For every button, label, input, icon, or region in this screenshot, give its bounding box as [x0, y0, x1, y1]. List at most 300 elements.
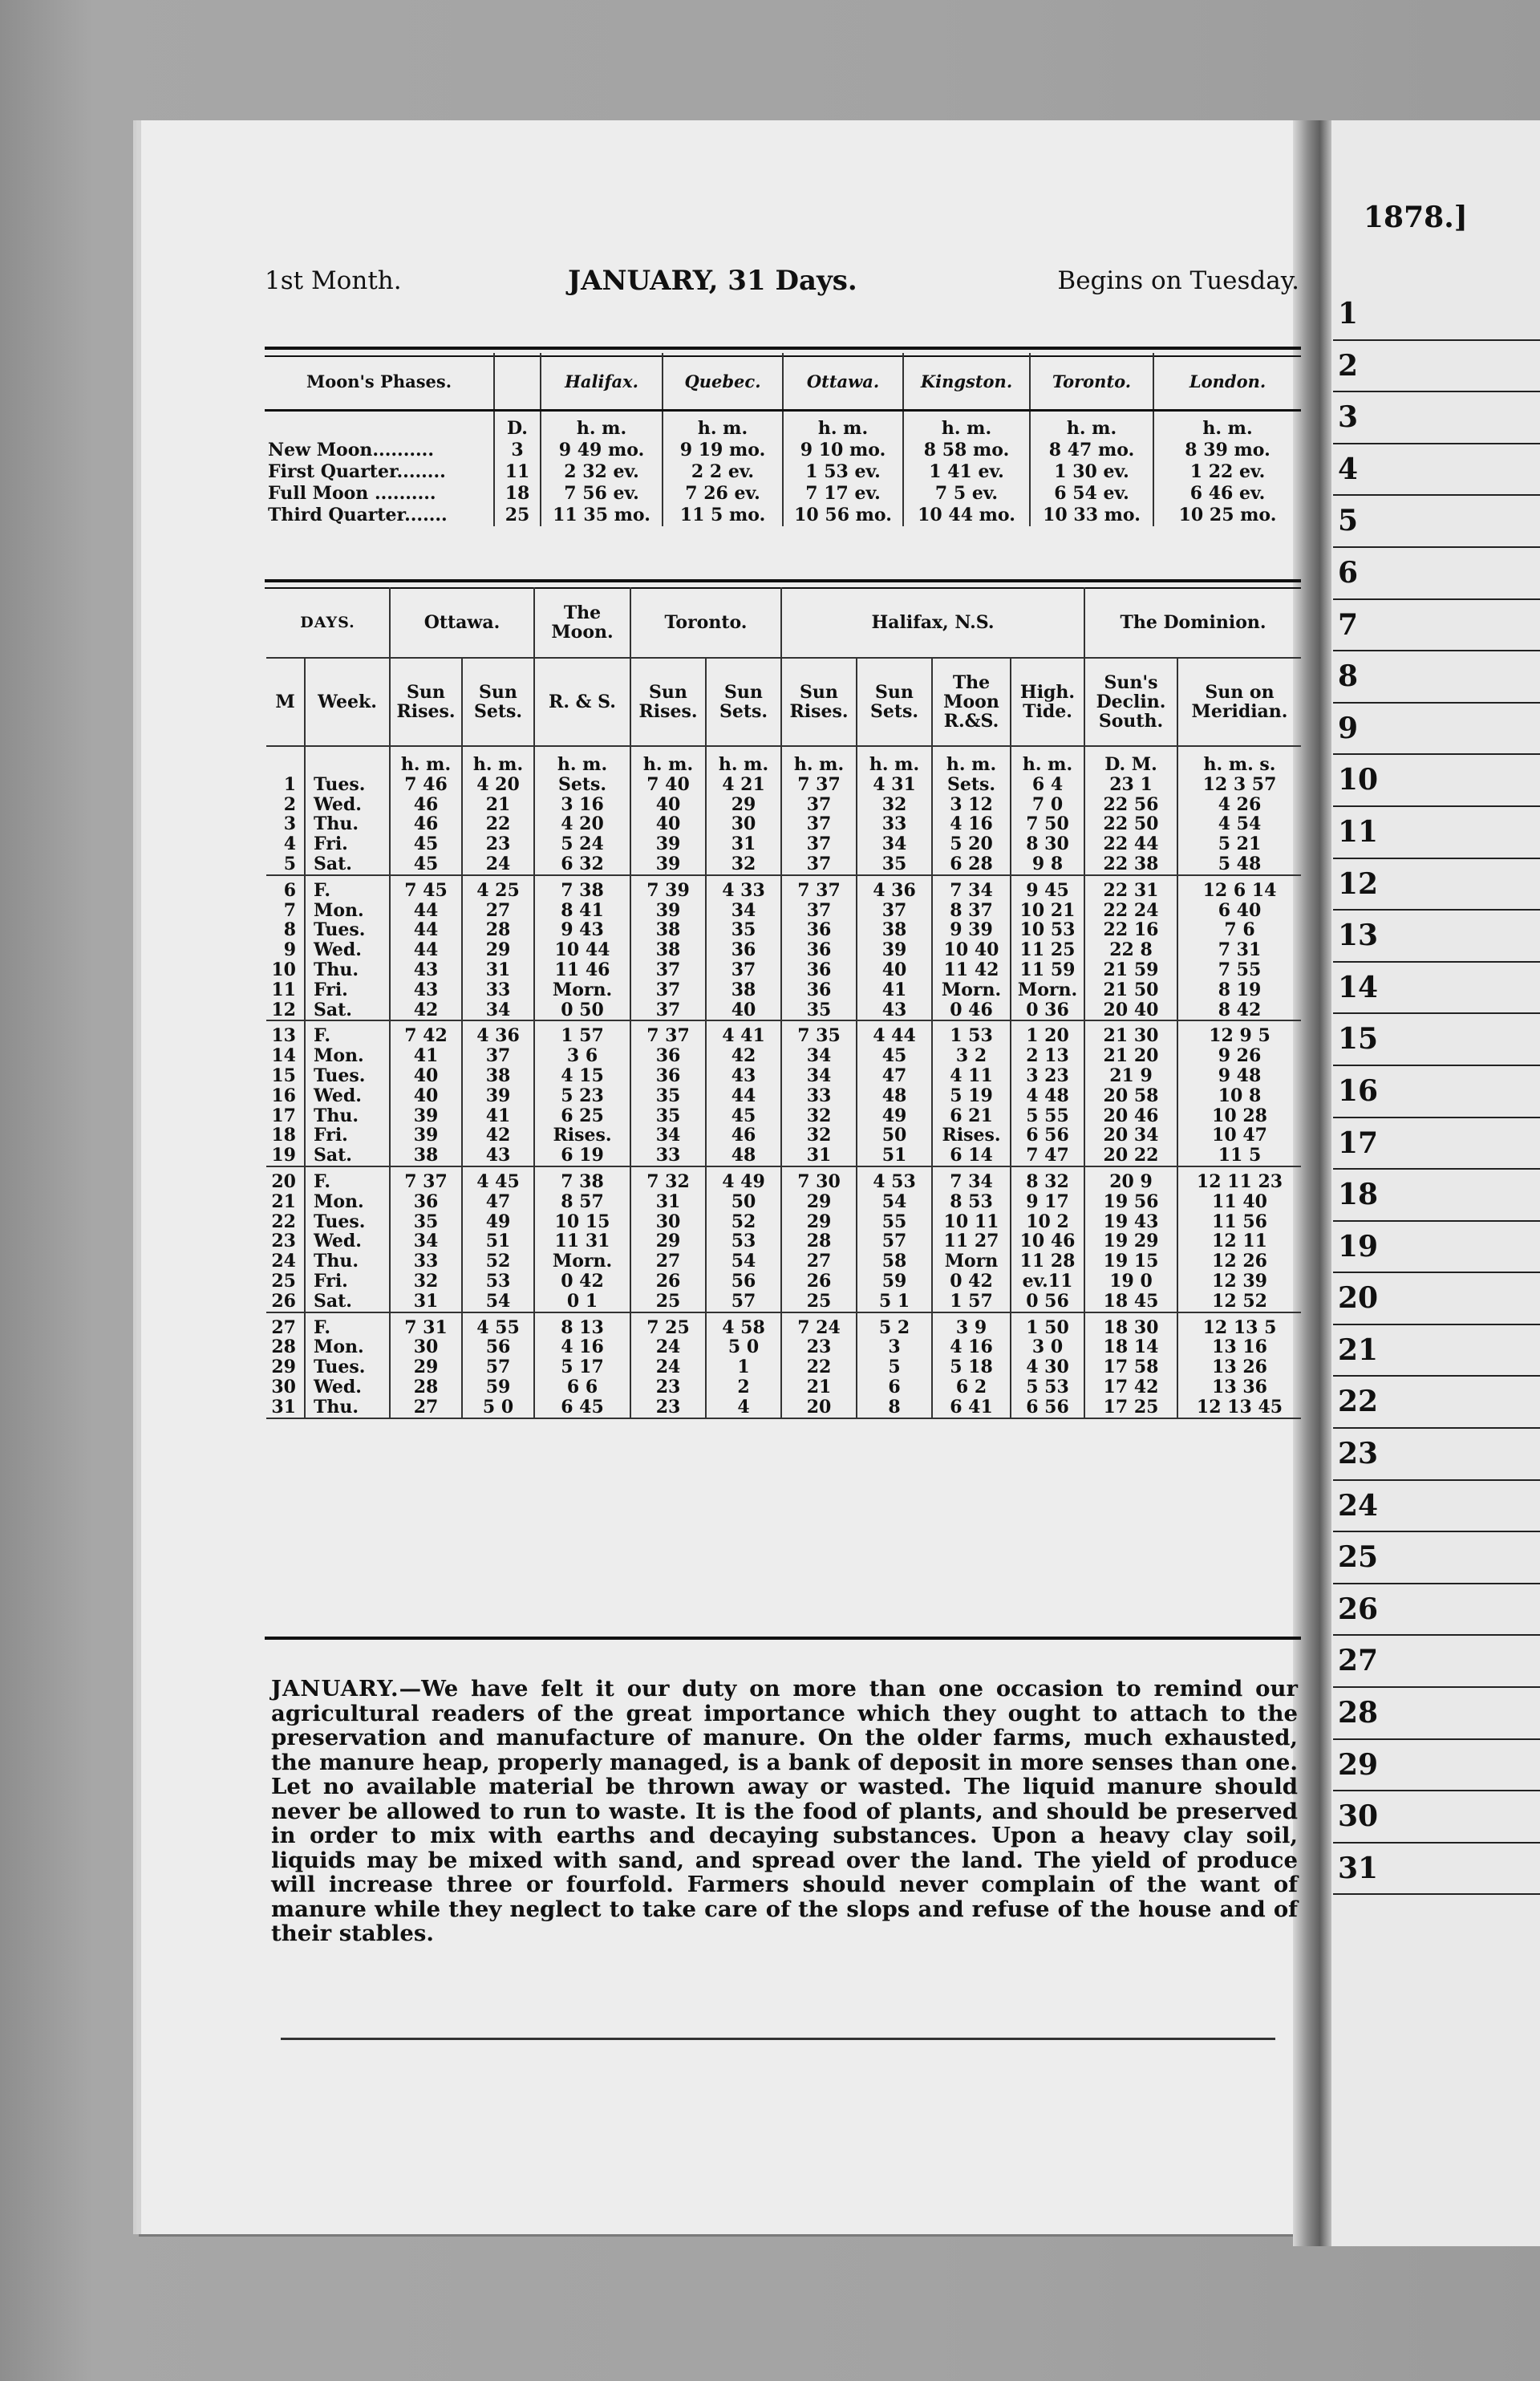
ephemeris-cell: 40 — [390, 1086, 462, 1106]
ephemeris-cell: 46 — [390, 795, 462, 815]
ephemeris-cell: 52 — [706, 1212, 781, 1232]
ephemeris-cell: Thu. — [305, 1251, 390, 1272]
ephemeris-cell: 44 — [390, 940, 462, 960]
ephemeris-cell: 54 — [857, 1192, 932, 1212]
ephemeris-column-header: High. Tide. — [1011, 658, 1084, 746]
ephemeris-cell: 2 — [706, 1377, 781, 1397]
ephemeris-cell: 29 — [781, 1192, 857, 1212]
ephemeris-cell: 36 — [706, 940, 781, 960]
ephemeris-column-header: Sun Sets. — [706, 658, 781, 746]
ephemeris-cell: 20 22 — [1084, 1146, 1177, 1166]
adjacent-day-number: 31 — [1333, 1844, 1540, 1896]
ephemeris-cell: 37 — [781, 854, 857, 875]
ephemeris-cell: 39 — [390, 1106, 462, 1126]
ephemeris-cell: 3 — [857, 1337, 932, 1357]
ephemeris-cell: Mon. — [305, 1192, 390, 1212]
ephemeris-cell: 20 9 — [1084, 1166, 1177, 1192]
ephemeris-cell: Thu. — [305, 1397, 390, 1418]
ephemeris-cell: 39 — [630, 854, 706, 875]
ephemeris-cell: 43 — [462, 1146, 534, 1166]
adjacent-day-number: 7 — [1333, 600, 1540, 652]
ephemeris-row — [266, 1000, 1301, 1021]
ephemeris-cell: 0 36 — [1011, 1000, 1084, 1021]
ephemeris-cell: 1 57 — [534, 1020, 630, 1046]
ephemeris-row — [266, 1397, 1301, 1418]
ephemeris-cell: 53 — [706, 1231, 781, 1251]
ephemeris-cell: 28 — [266, 1337, 305, 1357]
ephemeris-cell: Wed. — [305, 795, 390, 815]
ephemeris-unit-cell — [305, 746, 390, 775]
ephemeris-cell: 22 38 — [1084, 854, 1177, 875]
ephemeris-cell: 4 30 — [1011, 1357, 1084, 1377]
phases-cell: 11 — [494, 461, 541, 483]
ephemeris-cell: Tues. — [305, 1066, 390, 1086]
adjacent-day-number: 6 — [1333, 548, 1540, 600]
ephemeris-cell: 6 45 — [534, 1397, 630, 1418]
ephemeris-cell: 12 11 — [1212, 1231, 1267, 1252]
phases-header-cell: Quebec. — [663, 353, 783, 411]
ephemeris-row — [266, 920, 1301, 940]
adjacent-day-number: 28 — [1333, 1688, 1540, 1740]
ephemeris-cell: 34 — [706, 901, 781, 921]
adjacent-day-number: 13 — [1333, 911, 1540, 963]
phases-cell: 3 — [494, 440, 541, 461]
ephemeris-row — [266, 1106, 1301, 1126]
ephemeris-row — [266, 775, 1301, 795]
ephemeris-cell: 47 — [462, 1192, 534, 1212]
ephemeris-cell: 21 59 — [1084, 960, 1177, 980]
ephemeris-cell: 34 — [857, 834, 932, 854]
ephemeris-cell: 3 2 — [932, 1046, 1011, 1066]
ephemeris-cell: 0 42 — [534, 1272, 630, 1292]
ephemeris-cell: 22 56 — [1084, 795, 1177, 815]
ephemeris-cell: Sat. — [305, 1146, 390, 1166]
ephemeris-cell: 7 47 — [1011, 1146, 1084, 1166]
ephemeris-cell: 7 31 — [390, 1312, 462, 1338]
phases-cell — [265, 411, 494, 440]
ephemeris-cell: 4 41 — [706, 1020, 781, 1046]
ephemeris-row — [266, 1377, 1301, 1397]
ephemeris-cell: 56 — [462, 1337, 534, 1357]
phases-cell: D. — [494, 411, 541, 440]
ephemeris-row — [266, 1357, 1301, 1377]
ephemeris-cell: 8 — [857, 1397, 932, 1418]
ephemeris-cell: 11 40 — [1212, 1190, 1267, 1212]
ephemeris-cell: 11 31 — [534, 1231, 630, 1251]
ephemeris-cell: 12 52 — [1177, 1292, 1301, 1312]
ephemeris-cell: 10 53 — [1011, 920, 1084, 940]
ephemeris-cell: 3 — [266, 814, 305, 834]
ephemeris-cell: 11 27 — [932, 1231, 1011, 1251]
ephemeris-cell: 13 16 — [1212, 1337, 1267, 1358]
ephemeris-unit-cell: h. m. — [706, 746, 781, 775]
ephemeris-cell: 19 56 — [1084, 1192, 1177, 1212]
adjacent-day-number: 23 — [1333, 1429, 1540, 1481]
ephemeris-cell: 5 — [266, 854, 305, 875]
phases-row — [265, 483, 1301, 505]
ephemeris-row — [266, 875, 1301, 901]
ephemeris-cell: 7 45 — [390, 875, 462, 901]
phases-cell: 18 — [494, 483, 541, 505]
ephemeris-cell: 30 — [706, 814, 781, 834]
ephemeris-cell: 36 — [390, 1192, 462, 1212]
ephemeris-cell: 35 — [781, 1000, 857, 1021]
ephemeris-cell: 29 — [390, 1357, 462, 1377]
ephemeris-cell: 23 — [630, 1397, 706, 1418]
ephemeris-cell: 22 — [266, 1212, 305, 1232]
ephemeris-cell: 43 — [857, 1000, 932, 1021]
ephemeris-cell: 5 48 — [1177, 854, 1301, 875]
ephemeris-row — [266, 940, 1301, 960]
ephemeris-cell: 5 24 — [534, 834, 630, 854]
ephemeris-cell: 10 21 — [1011, 901, 1084, 921]
ephemeris-row — [266, 1251, 1301, 1272]
ephemeris-cell: 4 36 — [462, 1020, 534, 1046]
ephemeris-cell: 46 — [390, 814, 462, 834]
ephemeris-cell: 24 — [462, 854, 534, 875]
ephemeris-cell: 12 3 57 — [1202, 773, 1277, 795]
ephemeris-cell: Mon. — [305, 901, 390, 921]
ephemeris-cell: 29 — [630, 1231, 706, 1251]
ephemeris-cell: 5 — [857, 1357, 932, 1377]
ephemeris-cell: 44 — [706, 1086, 781, 1106]
ephemeris-cell: 38 — [706, 980, 781, 1000]
ephemeris-cell: 8 57 — [534, 1192, 630, 1212]
ephemeris-cell: 43 — [390, 980, 462, 1000]
ephemeris-units-row — [266, 746, 1301, 775]
ephemeris-row — [266, 814, 1301, 834]
ephemeris-cell: 6 40 — [1218, 899, 1262, 921]
ephemeris-cell: 38 — [630, 940, 706, 960]
adjacent-day-number: 4 — [1333, 444, 1540, 497]
header-days: DAYS. — [266, 587, 390, 658]
adjacent-day-number: 21 — [1333, 1325, 1540, 1377]
ephemeris-cell: 22 8 — [1084, 940, 1177, 960]
adjacent-day-number: 17 — [1333, 1118, 1540, 1170]
ephemeris-cell: 22 16 — [1084, 920, 1177, 940]
ephemeris-cell: 1 57 — [932, 1292, 1011, 1312]
ephemeris-cell: 39 — [462, 1086, 534, 1106]
ephemeris-cell: 37 — [630, 960, 706, 980]
ephemeris-cell: Rises. — [932, 1126, 1011, 1146]
adjacent-day-number: 5 — [1333, 496, 1540, 548]
ephemeris-cell: 5 20 — [932, 834, 1011, 854]
ephemeris-cell: Mon. — [305, 1337, 390, 1357]
adjacent-day-number: 10 — [1333, 755, 1540, 807]
ephemeris-cell: 47 — [857, 1066, 932, 1086]
phases-cell: 2 2 ev. — [663, 461, 783, 483]
ephemeris-cell: 36 — [781, 960, 857, 980]
adjacent-day-number: 8 — [1333, 651, 1540, 704]
ephemeris-cell: 37 — [462, 1046, 534, 1066]
ephemeris-cell: 9 — [266, 940, 305, 960]
ephemeris-cell: 29 — [706, 795, 781, 815]
ephemeris-cell: 11 46 — [534, 960, 630, 980]
ephemeris-cell: 4 55 — [462, 1312, 534, 1338]
ephemeris-row — [266, 1066, 1301, 1086]
ephemeris-cell: 45 — [857, 1046, 932, 1066]
ephemeris-cell: 8 32 — [1011, 1166, 1084, 1192]
ephemeris-cell: 11 59 — [1011, 960, 1084, 980]
ephemeris-cell: 9 8 — [1011, 854, 1084, 875]
phases-cell: 10 25 mo. — [1178, 505, 1277, 525]
ephemeris-cell: 26 — [266, 1292, 305, 1312]
ephemeris-row — [266, 1272, 1301, 1292]
phases-cell: h. m. — [903, 411, 1030, 440]
ephemeris-cell: Sets. — [932, 775, 1011, 795]
ephemeris-cell: 59 — [857, 1272, 932, 1292]
ephemeris-cell: 7 6 — [1224, 919, 1255, 941]
ephemeris-row — [266, 1337, 1301, 1357]
note-title: JANUARY. — [271, 1676, 399, 1702]
ephemeris-cell: 2 — [266, 795, 305, 815]
ephemeris-cell: 37 — [781, 834, 857, 854]
ephemeris-cell: 7 35 — [781, 1020, 857, 1046]
ephemeris-cell: 22 31 — [1084, 875, 1177, 901]
ephemeris-cell: 1 — [706, 1357, 781, 1377]
ephemeris-cell: 5 21 — [1218, 834, 1262, 855]
ephemeris-cell: 22 — [781, 1357, 857, 1377]
adjacent-day-number: 2 — [1333, 341, 1540, 393]
phases-cell: h. m. — [663, 411, 783, 440]
ephemeris-cell: 17 58 — [1084, 1357, 1177, 1377]
ephemeris-cell: 3 9 — [932, 1312, 1011, 1338]
page-header — [265, 266, 1299, 306]
ephemeris-cell: 27 — [462, 901, 534, 921]
phases-cell: 25 — [494, 505, 541, 526]
adjacent-day-number: 30 — [1333, 1791, 1540, 1844]
ephemeris-cell: Tues. — [305, 920, 390, 940]
ephemeris-cell: 36 — [630, 1046, 706, 1066]
ephemeris-cell: 6 21 — [932, 1106, 1011, 1126]
ephemeris-row — [266, 1192, 1301, 1212]
ephemeris-cell: 18 45 — [1084, 1292, 1177, 1312]
ephemeris-row — [266, 1292, 1301, 1312]
ephemeris-unit-cell: h. m. — [781, 746, 857, 775]
phases-cell: 7 5 ev. — [903, 483, 1030, 505]
ephemeris-column-header: Sun Rises. — [390, 658, 462, 746]
ephemeris-cell: Tues. — [305, 1357, 390, 1377]
ephemeris-cell: 36 — [630, 1066, 706, 1086]
ephemeris-cell: 16 — [266, 1086, 305, 1106]
ephemeris-column-header: Sun's Declin. South. — [1084, 658, 1177, 746]
ephemeris-row — [266, 980, 1301, 1000]
month-label: 1st Month. — [265, 266, 402, 295]
ephemeris-cell: 31 — [266, 1397, 305, 1418]
ephemeris-cell: 46 — [706, 1126, 781, 1146]
ephemeris-cell: 31 — [630, 1192, 706, 1212]
phases-cell: 8 39 mo. — [1185, 440, 1270, 460]
ephemeris-cell: 59 — [462, 1377, 534, 1397]
ephemeris-cell: 52 — [462, 1251, 534, 1272]
phases-cell: 9 10 mo. — [783, 440, 903, 461]
ephemeris-cell: 51 — [857, 1146, 932, 1166]
ephemeris-cell: Fri. — [305, 980, 390, 1000]
bottom-rule — [281, 2038, 1275, 2040]
ephemeris-cell: 18 30 — [1084, 1312, 1177, 1338]
ephemeris-cell: 1 53 — [932, 1020, 1011, 1046]
ephemeris-cell: Rises. — [534, 1126, 630, 1146]
phases-cell: First Quarter........ — [265, 461, 494, 483]
ephemeris-cell: 21 50 — [1084, 980, 1177, 1000]
ephemeris-cell: 32 — [781, 1126, 857, 1146]
ephemeris-cell: 33 — [781, 1086, 857, 1106]
ephemeris-cell: 26 — [630, 1272, 706, 1292]
ephemeris-cell: 6 — [857, 1377, 932, 1397]
ephemeris-cell: 38 — [630, 920, 706, 940]
ephemeris-cell: 54 — [462, 1292, 534, 1312]
phases-cell: Third Quarter....... — [265, 505, 494, 526]
ephemeris-cell: 11 25 — [1011, 940, 1084, 960]
phases-header-cell: London. — [1153, 353, 1301, 411]
ephemeris-cell: Tues. — [305, 775, 390, 795]
ephemeris-cell: Sat. — [305, 854, 390, 875]
ephemeris-cell: 37 — [857, 901, 932, 921]
ephemeris-cell: 3 12 — [932, 795, 1011, 815]
ephemeris-cell: 10 40 — [932, 940, 1011, 960]
ephemeris-column-header: R. & S. — [534, 658, 630, 746]
ephemeris-cell: 43 — [706, 1066, 781, 1086]
ephemeris-column-header: Sun Sets. — [462, 658, 534, 746]
ephemeris-cell: 7 34 — [932, 1166, 1011, 1192]
ephemeris-cell: 21 — [781, 1377, 857, 1397]
ephemeris-cell: 6 25 — [534, 1106, 630, 1126]
ephemeris-cell: 25 — [630, 1292, 706, 1312]
phases-row — [265, 505, 1301, 526]
ephemeris-cell: 34 — [781, 1046, 857, 1066]
phases-row — [265, 440, 1301, 461]
ephemeris-cell: 4 44 — [857, 1020, 932, 1046]
ephemeris-cell: 7 37 — [630, 1020, 706, 1046]
ephemeris-cell: 9 17 — [1011, 1192, 1084, 1212]
ephemeris-cell: 6 4 — [1011, 775, 1084, 795]
ephemeris-cell: 12 6 14 — [1177, 875, 1301, 901]
phases-cell: h. m. — [541, 411, 663, 440]
ephemeris-cell: 10 — [266, 960, 305, 980]
header-ottawa: Ottawa. — [390, 587, 534, 658]
phases-cell: 10 33 mo. — [1030, 505, 1153, 526]
ephemeris-cell: ev.11 — [1011, 1272, 1084, 1292]
adjacent-day-number: 12 — [1333, 859, 1540, 911]
ephemeris-cell: Morn. — [534, 1251, 630, 1272]
phases-header-cell: Moon's Phases. — [265, 353, 494, 411]
ephemeris-cell: 22 50 — [1084, 814, 1177, 834]
ephemeris-cell: 9 48 — [1218, 1065, 1262, 1086]
ephemeris-cell: 45 — [390, 834, 462, 854]
ephemeris-cell: 7 46 — [390, 775, 462, 795]
ephemeris-row — [266, 1086, 1301, 1106]
ephemeris-cell: Wed. — [305, 1377, 390, 1397]
ephemeris-cell: Morn. — [534, 980, 630, 1000]
ephemeris-cell: 55 — [857, 1212, 932, 1232]
ephemeris-cell: 40 — [390, 1066, 462, 1086]
ephemeris-cell: 4 21 — [706, 775, 781, 795]
ephemeris-cell: 35 — [706, 920, 781, 940]
ephemeris-cell: 44 — [390, 920, 462, 940]
ephemeris-cell: 40 — [630, 814, 706, 834]
ephemeris-cell: 31 — [781, 1146, 857, 1166]
ephemeris-cell: 4 16 — [932, 814, 1011, 834]
ephemeris-unit-cell: h. m. — [462, 746, 534, 775]
ephemeris-cell: 23 — [781, 1337, 857, 1357]
ephemeris-cell: 4 53 — [857, 1166, 932, 1192]
ephemeris-cell: 6 56 — [1011, 1397, 1084, 1418]
ephemeris-cell: Wed. — [305, 1231, 390, 1251]
ephemeris-cell: 19 43 — [1084, 1212, 1177, 1232]
ephemeris-cell: 34 — [390, 1231, 462, 1251]
ephemeris-cell: 57 — [857, 1231, 932, 1251]
ephemeris-cell: Fri. — [305, 834, 390, 854]
ephemeris-cell: 35 — [390, 1212, 462, 1232]
ephemeris-cell: F. — [305, 875, 390, 901]
ephemeris-row — [266, 901, 1301, 921]
ephemeris-cell: 7 34 — [932, 875, 1011, 901]
ephemeris-cell: 7 50 — [1011, 814, 1084, 834]
ephemeris-cell: 7 25 — [630, 1312, 706, 1338]
ephemeris-cell: 42 — [390, 1000, 462, 1021]
phases-cell: 9 49 mo. — [541, 440, 663, 461]
ephemeris-cell: 7 39 — [630, 875, 706, 901]
ephemeris-column-header: The Moon R.&S. — [932, 658, 1011, 746]
ephemeris-cell: 32 — [857, 795, 932, 815]
ephemeris-row — [266, 1046, 1301, 1066]
ephemeris-cell: 33 — [462, 980, 534, 1000]
ephemeris-cell: 42 — [462, 1126, 534, 1146]
ephemeris-cell: 48 — [857, 1086, 932, 1106]
ephemeris-cell: 33 — [630, 1146, 706, 1166]
ephemeris-cell: 4 11 — [932, 1066, 1011, 1086]
ephemeris-cell: 26 — [781, 1272, 857, 1292]
ephemeris-cell: 51 — [462, 1231, 534, 1251]
ephemeris-cell: 23 1 — [1084, 775, 1177, 795]
phases-cell: 7 56 ev. — [541, 483, 663, 505]
phases-cell: New Moon.......... — [265, 440, 494, 461]
ephemeris-cell: 34 — [781, 1066, 857, 1086]
ephemeris-cell: 40 — [857, 960, 932, 980]
ephemeris-cell: 8 53 — [932, 1192, 1011, 1212]
ephemeris-cell: 37 — [630, 1000, 706, 1021]
ephemeris-cell: 37 — [781, 901, 857, 921]
ephemeris-cell: 20 34 — [1084, 1126, 1177, 1146]
ephemeris-cell: 20 40 — [1084, 1000, 1177, 1021]
adjacent-page — [1325, 120, 1540, 2246]
ephemeris-cell: 0 42 — [932, 1272, 1011, 1292]
phases-cell: 10 56 mo. — [783, 505, 903, 526]
phases-cell: 11 5 mo. — [663, 505, 783, 526]
ephemeris-cell: 4 45 — [462, 1166, 534, 1192]
ephemeris-cell: 4 15 — [534, 1066, 630, 1086]
ephemeris-cell: 10 15 — [534, 1212, 630, 1232]
ephemeris-cell: 28 — [462, 920, 534, 940]
ephemeris-cell: 1 — [266, 775, 305, 795]
ephemeris-cell: 4 20 — [534, 814, 630, 834]
ephemeris-unit-cell: h. m. — [1011, 746, 1084, 775]
ephemeris-cell: 54 — [706, 1251, 781, 1272]
adjacent-day-list — [1333, 289, 1540, 1895]
ephemeris-cell: 57 — [706, 1292, 781, 1312]
ephemeris-cell: 11 28 — [1011, 1251, 1084, 1272]
ephemeris-cell: 5 23 — [534, 1086, 630, 1106]
note-body: —We have felt it our duty on more than one occasion to remind our agricultural readers of the great importance which they ought to attach to the preservation and manufacture of manure. On the older farms, much exhausted, the manure heap, properly managed, is a bank of deposit in more senses than one. Let no available material be thrown away or wasted. The liquid manure should never be allowed to run to waste. It is the food of plants, and should be preserved in order to mix with earths and decaying substances. Upon a heavy clay soil, liquids may be mixed with sand, and spread over the land. The yield of produce will increase three or fourfold. Farmers should never complain of the want of manure while they neglect to take care of the slops and refuse of the house and of their stables. — [271, 1676, 1298, 1946]
ephemeris-cell: 11 — [266, 980, 305, 1000]
january-note — [271, 1677, 1298, 1946]
adjacent-day-number: 22 — [1333, 1377, 1540, 1429]
ephemeris-cell: 34 — [462, 1000, 534, 1021]
ephemeris-cell: 28 — [390, 1377, 462, 1397]
ephemeris-cell: 5 53 — [1011, 1377, 1084, 1397]
ephemeris-cell: 1 20 — [1011, 1020, 1084, 1046]
adjacent-day-number: 9 — [1333, 704, 1540, 756]
